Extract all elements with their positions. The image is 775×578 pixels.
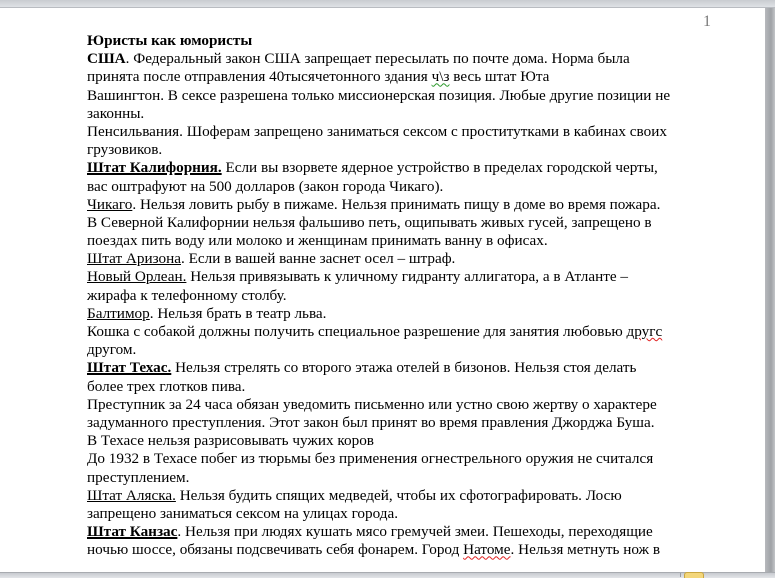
status-bar-tab[interactable] xyxy=(684,572,704,578)
text-line xyxy=(87,68,727,86)
text-run: . Нельзя ловить рыбу в пижаме. Нельзя принимать пищу в доме во время пожара. xyxy=(132,195,661,213)
text-run: принята после отправления 40тысячетонного здания xyxy=(87,68,432,86)
text-run: грузовиков. xyxy=(87,141,163,159)
text-line xyxy=(87,414,727,432)
text-run: . Если в вашей ванне заснет осел – штраф. xyxy=(181,250,456,268)
text-line xyxy=(87,178,727,196)
text-run: Штат Калифорния. xyxy=(87,159,222,177)
text-line xyxy=(87,323,727,341)
text-line xyxy=(87,232,727,250)
text-run: Чикаго xyxy=(87,195,133,213)
text-run: До 1932 в Техасе побег из тюрьмы без применения огнестрельного оружия не считался xyxy=(87,450,654,468)
text-run: Штат Аляска. xyxy=(87,486,176,504)
spellcheck-flagged-word: ч\з xyxy=(431,68,450,86)
text-run: более трех глотков пива. xyxy=(87,377,246,395)
text-line xyxy=(87,141,727,159)
text-line xyxy=(87,196,727,214)
text-line xyxy=(87,541,727,559)
text-line xyxy=(87,305,727,323)
text-run: поездах пить воду или молоко и женщинам принимать ванну в офисах. xyxy=(87,232,548,250)
text-run: Нельзя стрелять со второго этажа отелей в бизонов. Нельзя стоя делать xyxy=(171,359,637,377)
text-run: Преступник за 24 часа обязан уведомить письменно или устно свою жертву о характере xyxy=(87,395,657,413)
text-run: законны. xyxy=(87,104,145,122)
text-run: весь штат Юта xyxy=(449,68,550,86)
status-bar-separator xyxy=(680,573,681,577)
document-page[interactable] xyxy=(0,8,765,572)
text-line xyxy=(87,505,727,523)
text-run: Нельзя будить спящих медведей, чтобы их сфотографировать. Лосю xyxy=(175,486,622,504)
document-body[interactable] xyxy=(87,32,727,559)
page-number: 1 xyxy=(703,13,711,30)
text-line xyxy=(87,214,727,232)
text-run: Штат Аризона xyxy=(87,250,181,268)
text-run: ночью шоссе, обязаны подсвечивать себя фонарем. Город xyxy=(87,541,464,559)
text-run: Нельзя привязывать к уличному гидранту аллигатора, а в Атланте – xyxy=(186,268,629,286)
text-line xyxy=(87,50,727,68)
text-run: Балтимор xyxy=(87,304,150,322)
text-run: . Федеральный закон США запрещает пересылать по почте дома. Норма была xyxy=(125,50,630,68)
text-run: . Нельзя брать в театр льва. xyxy=(149,304,327,322)
text-line xyxy=(87,523,727,541)
text-run: В Техасе нельзя разрисовывать чужих коров xyxy=(87,432,374,450)
text-run: жирафа к телефонному столбу. xyxy=(87,286,287,304)
text-line xyxy=(87,250,727,268)
text-run: запрещено заниматься сексом на улицах города. xyxy=(87,504,399,522)
text-run: задуманного преступления. Этот закон был принят во время правления Джорджа Буша. xyxy=(87,413,655,431)
text-run: В Северной Калифорнии нельзя фальшиво петь, ощипывать живых гусей, запрещено в xyxy=(87,213,652,231)
text-line xyxy=(87,287,727,305)
text-run: Вашингтон. В сексе разрешена только миссионерская позиция. Любые другие позиции не xyxy=(87,86,671,104)
text-line xyxy=(87,487,727,505)
document-title: Юристы как юмористы xyxy=(87,32,253,49)
text-run: Кошка с собакой должны получить специальное разрешение для занятия любовью xyxy=(87,323,627,340)
text-run: Штат Техас. xyxy=(87,359,172,377)
status-bar xyxy=(0,572,775,578)
text-run: . Нельзя метнуть нож в xyxy=(510,541,660,559)
text-run: Пенсильвания. Шоферам запрещено заниматься сексом с проститутками в кабинах своих xyxy=(87,122,667,140)
text-run: . Нельзя при людях кушать мясо гремучей змеи. Пешеходы, переходящие xyxy=(177,523,653,541)
paragraph-lines xyxy=(87,50,727,559)
text-line xyxy=(87,105,727,123)
text-line xyxy=(87,87,727,105)
text-line xyxy=(87,378,727,396)
text-line xyxy=(87,450,727,468)
text-run: США xyxy=(87,50,126,68)
text-run: другом. xyxy=(87,341,137,359)
text-line xyxy=(87,123,727,141)
window-top-border xyxy=(0,0,775,8)
page-right-edge xyxy=(765,8,775,572)
spellcheck-flagged-word: другс xyxy=(626,323,663,340)
text-line xyxy=(87,359,727,377)
text-line xyxy=(87,268,727,286)
text-run: Штат Канзас xyxy=(87,523,178,541)
text-run: преступлением. xyxy=(87,468,190,486)
text-line xyxy=(87,432,727,450)
text-run: вас оштрафуют на 500 долларов (закон города Чикаго). xyxy=(87,177,444,195)
text-run: Новый Орлеан. xyxy=(87,268,187,286)
text-line xyxy=(87,469,727,487)
text-line xyxy=(87,341,727,359)
spellcheck-flagged-word: Натоме xyxy=(463,541,511,559)
text-line xyxy=(87,159,727,177)
text-line xyxy=(87,396,727,414)
text-run: Если вы взорвете ядерное устройство в пределах городской черты, xyxy=(221,159,658,177)
